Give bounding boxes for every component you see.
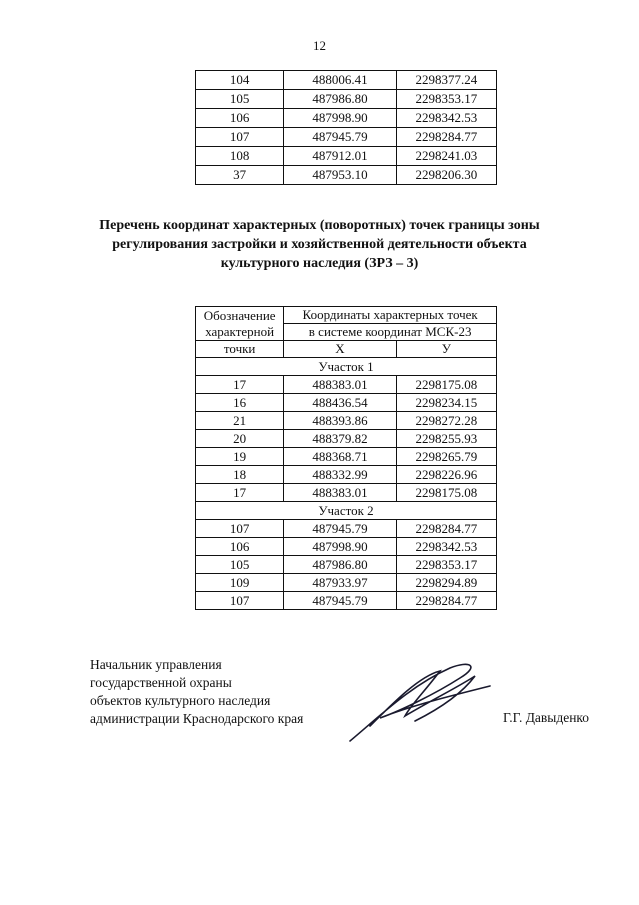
table-row: [196, 574, 497, 592]
x-cell: 487945.79: [284, 520, 396, 538]
point-cell: 21: [196, 412, 284, 430]
y-header: У: [396, 341, 496, 358]
table-row: [196, 412, 497, 430]
section-title: Участок 2: [196, 502, 497, 520]
point-cell: 107: [196, 520, 284, 538]
main-coordinates-table: [195, 306, 497, 610]
y-cell: 2298294.89: [396, 574, 496, 592]
x-cell: 488393.86: [284, 412, 396, 430]
table-row: [196, 556, 497, 574]
main-table-body: [196, 307, 497, 610]
coords-header-line-2: в системе координат МСК-23: [284, 324, 497, 341]
y-cell: 2298284.77: [396, 128, 496, 147]
y-cell: 2298342.53: [396, 109, 496, 128]
coords-header-line-1: Координаты характерных точек: [284, 307, 497, 324]
y-cell: 2298265.79: [396, 448, 496, 466]
table-row: [196, 448, 497, 466]
y-cell: 2298272.28: [396, 412, 496, 430]
table-row: [196, 128, 497, 147]
point-cell: 108: [196, 147, 284, 166]
point-header-line-2: характерной: [205, 323, 275, 339]
handwritten-signature: [340, 656, 500, 746]
table-row: [196, 394, 497, 412]
table-row: [196, 592, 497, 610]
signatory-title-line-3: объектов культурного наследия: [90, 693, 271, 708]
point-header-cell: [196, 307, 284, 341]
y-cell: 2298284.77: [396, 592, 496, 610]
x-cell: 487945.79: [284, 592, 396, 610]
table-row: [196, 109, 497, 128]
x-header: X: [284, 341, 396, 358]
table-row: [196, 484, 497, 502]
section-heading: [60, 216, 579, 273]
header-row-3: [196, 341, 497, 358]
point-cell: 109: [196, 574, 284, 592]
y-cell: 2298226.96: [396, 466, 496, 484]
point-cell: 20: [196, 430, 284, 448]
table-row: [196, 538, 497, 556]
point-cell: 107: [196, 592, 284, 610]
y-cell: 2298284.77: [396, 520, 496, 538]
table-row: [196, 71, 497, 90]
x-cell: 487933.97: [284, 574, 396, 592]
y-cell: 2298175.08: [396, 376, 496, 394]
point-cell: 16: [196, 394, 284, 412]
point-cell: 104: [196, 71, 284, 90]
x-cell: 488006.41: [284, 71, 396, 90]
point-cell: 18: [196, 466, 284, 484]
section-title-row: [196, 358, 497, 376]
x-cell: 488379.82: [284, 430, 396, 448]
point-header-line-3: точки: [196, 341, 284, 358]
y-cell: 2298175.08: [396, 484, 496, 502]
signatory-title: [90, 656, 303, 728]
signer-name: Г.Г. Давыденко: [503, 710, 590, 725]
x-cell: 487986.80: [284, 90, 396, 109]
y-cell: 2298353.17: [396, 556, 496, 574]
x-cell: 488383.01: [284, 484, 396, 502]
point-cell: 105: [196, 556, 284, 574]
point-cell: 107: [196, 128, 284, 147]
y-cell: 2298241.03: [396, 147, 496, 166]
y-cell: 2298377.24: [396, 71, 496, 90]
x-cell: 487986.80: [284, 556, 396, 574]
header-row-1: [196, 307, 497, 324]
heading-line-1: Перечень координат характерных (поворотных) точек границы зоны: [99, 218, 540, 233]
y-cell: 2298255.93: [396, 430, 496, 448]
point-cell: 19: [196, 448, 284, 466]
x-cell: 488332.99: [284, 466, 396, 484]
section-title: Участок 1: [196, 358, 497, 376]
x-cell: 488368.71: [284, 448, 396, 466]
heading-line-2: регулирования застройки и хозяйственной деятельности объекта: [112, 237, 527, 252]
point-cell: 37: [196, 166, 284, 185]
section-title-row: [196, 502, 497, 520]
table-row: [196, 166, 497, 185]
table-row: [196, 90, 497, 109]
heading-line-3: культурного наследия (ЗРЗ – 3): [220, 256, 419, 271]
table-row: [196, 430, 497, 448]
x-cell: 487998.90: [284, 109, 396, 128]
y-cell: 2298353.17: [396, 90, 496, 109]
x-cell: 488383.01: [284, 376, 396, 394]
y-cell: 2298342.53: [396, 538, 496, 556]
x-cell: 487953.10: [284, 166, 396, 185]
y-cell: 2298234.15: [396, 394, 496, 412]
top-table-body: [196, 71, 497, 185]
table-row: [196, 466, 497, 484]
point-cell: 106: [196, 538, 284, 556]
page-number: 12: [313, 38, 326, 53]
x-cell: 487912.01: [284, 147, 396, 166]
point-cell: 17: [196, 484, 284, 502]
point-header-line-1: Обозначение: [203, 307, 276, 323]
x-cell: 488436.54: [284, 394, 396, 412]
signatory-title-line-2: государственной охраны: [90, 675, 232, 690]
table-row: [196, 147, 497, 166]
point-cell: 17: [196, 376, 284, 394]
signatory-title-line-4: администрации Краснодарского края: [90, 711, 304, 726]
x-cell: 487945.79: [284, 128, 396, 147]
point-cell: 105: [196, 90, 284, 109]
table-row: [196, 520, 497, 538]
signatory-title-line-1: Начальник управления: [90, 657, 222, 672]
y-cell: 2298206.30: [396, 166, 496, 185]
table-row: [196, 376, 497, 394]
point-cell: 106: [196, 109, 284, 128]
x-cell: 487998.90: [284, 538, 396, 556]
top-coordinates-table: [195, 70, 497, 185]
